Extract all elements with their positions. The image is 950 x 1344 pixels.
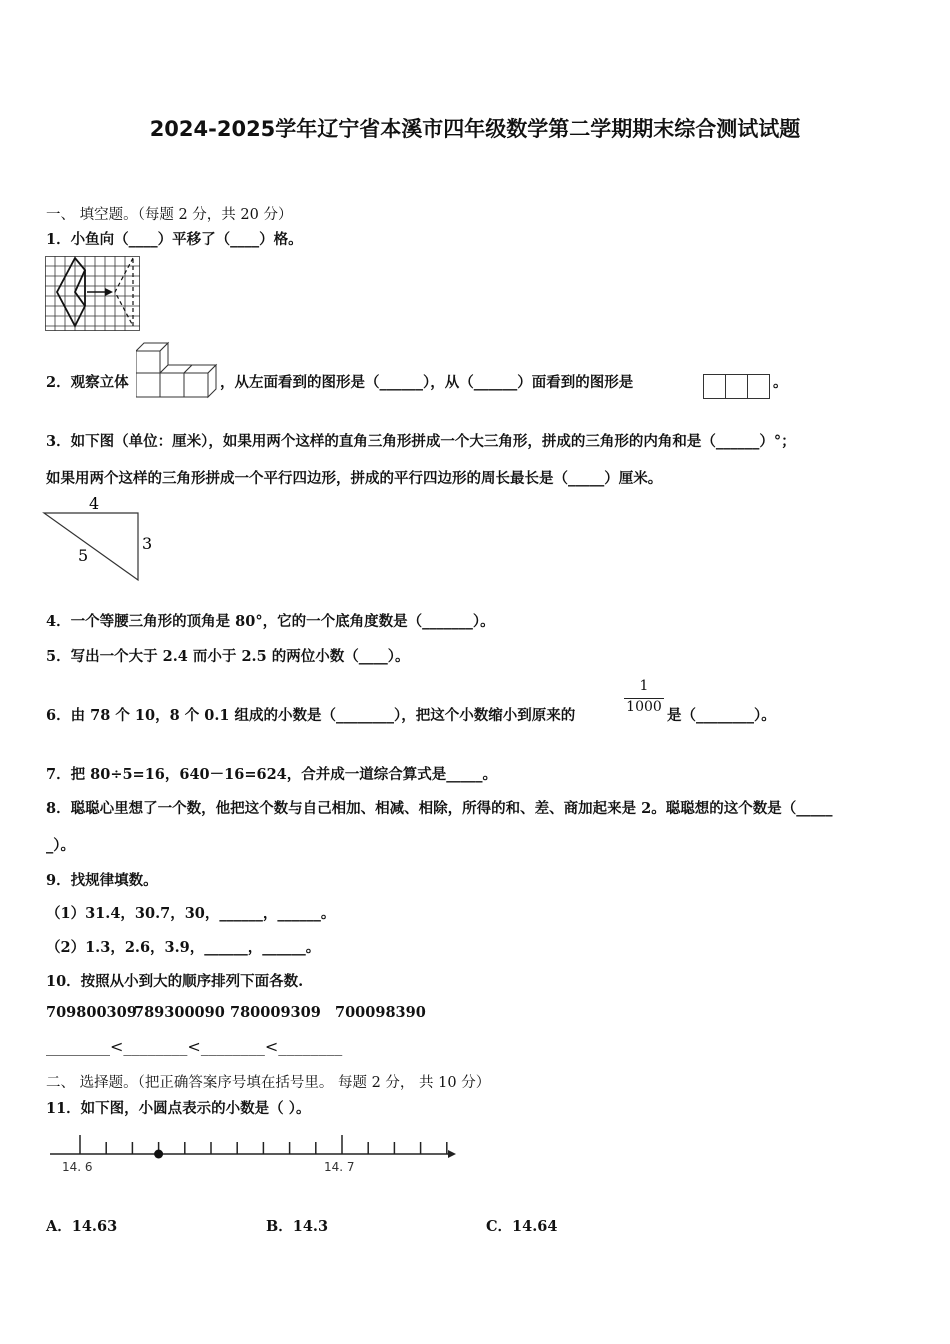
question-10: 10．按照从小到大的顺序排列下面各数. [46, 973, 304, 990]
three-squares-figure [703, 374, 773, 400]
question-8-line-1: 8．聪聪心里想了一个数，他把这个数与自己相加、相减、相除，所得的和、差、商加起来是 2。聪聪想的这个数是（_____ [46, 800, 833, 817]
question-4: 4．一个等腰三角形的顶角是 80°，它的一个底角度数是（_______）。 [46, 613, 495, 630]
option-c[interactable]: C．14.64 [486, 1218, 558, 1235]
triangle-side-hypotenuse: 5 [78, 546, 89, 565]
question-3-line-1: 3．如下图（单位：厘米），如果用两个这样的直角三角形拼成一个大三角形，拼成的三角形的内角和是（______）°； [46, 433, 796, 450]
fraction-denominator: 1000 [626, 699, 662, 715]
question-2-middle: ，从左面看到的图形是（______），从（______）面看到的图形是 [220, 374, 634, 391]
question-2-suffix: 。 [773, 374, 788, 391]
section-1-heading: 一、 填空题。（每题 2 分，共 20 分） [46, 207, 293, 223]
question-11: 11．如下图，小圆点表示的小数是（ ）。 [46, 1100, 311, 1117]
question-9-part-2: （2）1.3，2.6，3.9，______，______。 [46, 939, 321, 956]
triangle-side-right: 3 [142, 534, 153, 553]
number-line-point [154, 1150, 163, 1159]
question-6-suffix: 是（________）。 [667, 707, 776, 724]
right-triangle-figure [42, 495, 162, 585]
question-1: 1．小鱼向（____）平移了（____）格。 [46, 231, 303, 248]
option-b[interactable]: B．14.3 [266, 1218, 329, 1235]
tick-label-14-7: 14. 7 [324, 1160, 355, 1174]
fraction-numerator: 1 [639, 678, 649, 694]
question-9: 9．找规律填数。 [46, 872, 158, 889]
question-5: 5．写出一个大于 2.4 而小于 2.5 的两位小数（____）。 [46, 648, 410, 665]
question-3-line-2: 如果用两个这样的三角形拼成一个平行四边形，拼成的平行四边形的周长最长是（_____）厘米。 [46, 470, 663, 487]
section-2-heading: 二、 选择题。（把正确答案序号填在括号里。 每题 2 分， 共 10 分） [46, 1075, 491, 1091]
question-7: 7．把 80÷5=16，640－16=624，合并成一道综合算式是_____。 [46, 766, 497, 783]
number-1: 709800309 [46, 1004, 137, 1021]
ordering-blanks: ________<________<________<________ [46, 1037, 343, 1056]
number-3: 780009309 [230, 1004, 321, 1021]
question-6-prefix: 6．由 78 个 10，8 个 0.1 组成的小数是（________），把这个小数缩小到原来的 [46, 707, 576, 724]
number-line-arrow [448, 1150, 456, 1158]
number-2: 789300090 [134, 1004, 225, 1021]
question-9-part-1: （1）31.4，30.7，30，______，______。 [46, 905, 336, 922]
tick-label-14-6: 14. 6 [62, 1160, 93, 1174]
triangle-side-top: 4 [89, 495, 100, 513]
fish-grid-figure [45, 256, 141, 332]
number-4: 700098390 [335, 1004, 426, 1021]
option-a[interactable]: A．14.63 [46, 1218, 118, 1235]
cubes-figure [136, 341, 220, 401]
page-title: 2024-2025学年辽宁省本溪市四年级数学第二学期期末综合测试试题 [149, 117, 801, 141]
question-2-prefix: 2．观察立体 [46, 374, 129, 391]
question-8-line-2: _）。 [46, 837, 75, 854]
fraction-one-thousandth [622, 678, 666, 715]
number-line-figure [46, 1132, 466, 1176]
